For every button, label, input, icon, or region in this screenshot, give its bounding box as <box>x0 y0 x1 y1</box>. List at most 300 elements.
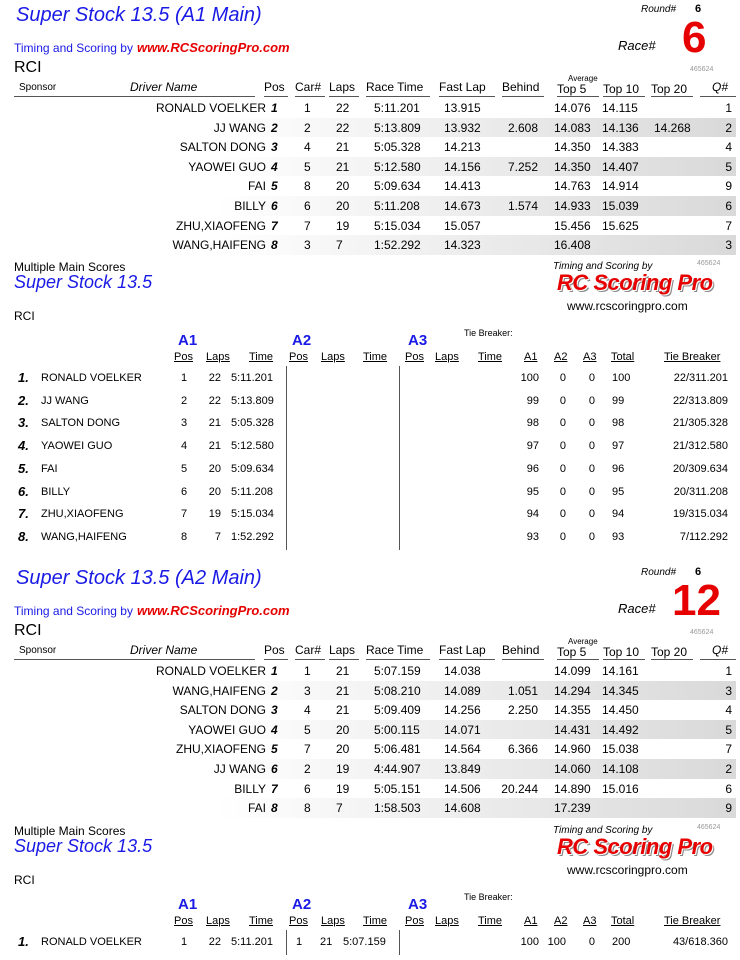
header-underline <box>557 659 599 660</box>
qualifying-number: 4 <box>725 703 732 718</box>
top5-average: 14.960 <box>554 742 591 757</box>
result-row <box>14 118 736 138</box>
result-row <box>14 720 736 740</box>
behind: 7.252 <box>507 159 538 174</box>
timing-label: Timing and Scoring by <box>14 604 133 618</box>
rank: 3. <box>18 415 29 431</box>
a1-pos: 1 <box>181 372 188 384</box>
header-underline <box>70 659 255 660</box>
qualifying-number: 6 <box>725 781 732 796</box>
a1-score: 100 <box>520 372 539 384</box>
top5-average: 14.099 <box>554 664 591 678</box>
score-row <box>14 459 736 482</box>
timing-label: Timing and Scoring by <box>14 41 133 55</box>
top10-average: 14.161 <box>602 664 639 678</box>
a1-laps: 22 <box>208 936 221 948</box>
a1-time: 5:11.208 <box>231 485 274 498</box>
race-number: 12 <box>672 576 721 625</box>
result-row <box>14 98 736 118</box>
total-score: 99 <box>612 394 625 407</box>
a1-pos: 6 <box>181 485 188 498</box>
car-number: 3 <box>304 238 311 253</box>
sub-header-total: Total <box>611 915 635 927</box>
sub-header-total: Total <box>611 351 635 363</box>
rank: 4. <box>18 438 29 454</box>
main-label-a1: A1 <box>178 332 198 349</box>
driver-name: FAI <box>247 801 266 816</box>
top5-average: 14.083 <box>554 120 591 135</box>
driver-name: JJ WANG <box>213 120 266 135</box>
qualifying-number: 1 <box>725 101 732 115</box>
a1-laps: 19 <box>208 508 221 521</box>
qualifying-number: 5 <box>725 159 732 174</box>
qualifying-number: 9 <box>725 801 732 816</box>
timing-site-link[interactable]: www.RCScoringPro.com <box>136 40 290 55</box>
a1-laps: 22 <box>208 372 221 384</box>
qualifying-number: 6 <box>725 199 732 213</box>
result-row <box>14 196 736 216</box>
a2-score: 0 <box>559 417 566 430</box>
position: 3 <box>271 703 278 718</box>
position: 1 <box>271 664 278 678</box>
result-row <box>14 779 736 799</box>
driver-name: BILLY <box>234 781 266 796</box>
position: 5 <box>271 179 278 194</box>
result-row <box>14 176 736 196</box>
top5-average: 14.763 <box>554 179 591 194</box>
a3-score: 0 <box>588 530 595 543</box>
a1-time: 5:11.201 <box>231 936 274 948</box>
fast-lap: 13.849 <box>444 762 481 776</box>
a1-pos: 3 <box>181 417 188 430</box>
car-number: 1 <box>304 101 311 115</box>
round-number: 6 <box>695 566 702 578</box>
result-row <box>14 235 736 255</box>
qualifying-number: 5 <box>725 722 732 737</box>
a3-score: 0 <box>588 462 595 475</box>
multi-main-title: Super Stock 13.5 <box>14 272 153 292</box>
fast-lap: 14.564 <box>444 742 481 757</box>
position: 4 <box>271 722 278 737</box>
a1-time: 5:09.634 <box>231 462 274 475</box>
race-time: 1:58.503 <box>374 801 421 816</box>
driver-name: RONALD VOELKER <box>155 664 266 678</box>
result-row <box>14 700 736 720</box>
race-time: 1:52.292 <box>374 238 421 253</box>
header-underline <box>439 96 495 97</box>
rank: 6. <box>18 483 29 499</box>
a2-pos: 1 <box>296 936 303 948</box>
main-label-a3: A3 <box>408 332 428 349</box>
a2-score: 0 <box>559 485 566 498</box>
race-result-section <box>0 0 740 253</box>
round-label: Round# <box>641 567 677 578</box>
top5-average: 14.350 <box>554 159 591 174</box>
sub-header-time: Time <box>249 351 274 363</box>
sub-header-time: Time <box>363 351 388 363</box>
header-underline <box>366 659 430 660</box>
race-time: 5:09.409 <box>374 703 421 718</box>
driver-name: YAOWEI GUO <box>41 440 113 453</box>
header-top20: Top 20 <box>651 82 688 96</box>
a1-pos: 5 <box>181 462 188 475</box>
laps: 7 <box>336 238 343 253</box>
a2-score: 100 <box>547 936 566 948</box>
multi-main-label: Multiple Main Scores <box>14 260 126 274</box>
a1-laps: 20 <box>208 462 221 475</box>
header-underline <box>329 659 359 660</box>
header-underline <box>700 96 736 97</box>
a2-score: 0 <box>559 372 566 384</box>
a3-score: 0 <box>588 394 595 407</box>
laps: 7 <box>336 801 343 816</box>
top5-average: 14.890 <box>554 781 591 796</box>
rcscoringpro-logo: RC Scoring Pro <box>557 834 713 859</box>
average-label: Average <box>568 637 598 646</box>
top5-average: 14.060 <box>554 762 591 776</box>
top5-average: 15.456 <box>554 218 591 233</box>
race-result-section <box>0 563 740 816</box>
sub-header-a2: A2 <box>554 351 568 363</box>
driver-name: ZHU,XIAOFENG <box>175 742 266 757</box>
header-fast-lap: Fast Lap <box>439 80 486 94</box>
top10-average: 14.492 <box>602 722 639 737</box>
header-top5: Top 5 <box>557 82 587 96</box>
position: 6 <box>271 199 278 213</box>
sub-header-a3: A3 <box>583 351 597 363</box>
header-underline <box>14 96 74 97</box>
header-underline <box>295 659 325 660</box>
laps: 19 <box>336 218 350 233</box>
a1-pos: 4 <box>181 440 188 453</box>
fast-lap: 13.915 <box>444 101 481 115</box>
driver-name: FAI <box>41 462 58 475</box>
sub-header-pos: Pos <box>289 351 308 363</box>
behind: 2.250 <box>507 703 538 718</box>
total-score: 100 <box>612 372 631 384</box>
tie-breaker: 22/311.201 <box>673 372 728 384</box>
score-row <box>14 932 736 955</box>
tie-breaker-label: Tie Breaker: <box>464 328 513 338</box>
header-underline <box>329 96 359 97</box>
car-number: 4 <box>304 140 311 155</box>
a1-score: 95 <box>526 485 539 498</box>
position: 8 <box>271 238 278 253</box>
header-underline <box>603 96 645 97</box>
top10-average: 14.407 <box>602 159 639 174</box>
race-time: 5:13.809 <box>374 120 421 135</box>
top5-average: 14.431 <box>554 722 591 737</box>
header-laps: Laps <box>329 80 356 94</box>
laps: 21 <box>336 703 350 718</box>
car-number: 4 <box>304 703 311 718</box>
fast-lap: 14.608 <box>444 801 481 816</box>
tie-breaker: 22/313.809 <box>672 394 728 407</box>
driver-name: SALTON DONG <box>179 703 266 718</box>
qualifying-number: 3 <box>725 238 732 253</box>
fast-lap: 14.673 <box>444 199 481 213</box>
logo-caption: Timing and Scoring by <box>553 261 653 272</box>
header-sponsor: Sponsor <box>19 82 57 93</box>
laps: 21 <box>336 140 350 155</box>
driver-name: RONALD VOELKER <box>41 936 142 948</box>
total-score: 93 <box>612 530 625 543</box>
race-time: 5:05.151 <box>374 781 421 796</box>
driver-name: YAOWEI GUO <box>188 722 266 737</box>
sub-header-a3: A3 <box>583 915 597 927</box>
main-label-a2: A2 <box>292 332 312 349</box>
top10-average: 14.383 <box>602 140 639 155</box>
result-row <box>14 216 736 236</box>
qualifying-number: 9 <box>725 179 732 194</box>
top5-average: 14.294 <box>554 683 591 698</box>
position: 7 <box>271 781 278 796</box>
header-underline <box>439 659 495 660</box>
result-row <box>14 798 736 818</box>
top10-average: 15.038 <box>602 742 639 757</box>
header-underline <box>366 96 430 97</box>
tie-breaker: 20/311.208 <box>673 485 728 498</box>
a2-score: 0 <box>559 508 566 521</box>
a1-score: 94 <box>526 508 539 521</box>
a1-time: 1:52.292 <box>231 530 274 543</box>
position: 1 <box>271 101 278 115</box>
header-pos: Pos <box>264 80 285 94</box>
header-underline <box>700 659 736 660</box>
result-row <box>14 661 736 681</box>
fast-lap: 14.506 <box>444 781 481 796</box>
header-underline <box>502 659 544 660</box>
header-car: Car# <box>295 80 322 94</box>
multi-main-label: Multiple Main Scores <box>14 824 126 838</box>
race-time: 4:44.907 <box>374 762 421 776</box>
top10-average: 14.108 <box>602 762 639 776</box>
a2-score: 0 <box>559 394 566 407</box>
rank: 5. <box>18 460 29 476</box>
race-time: 5:11.201 <box>374 101 420 115</box>
top10-average: 14.345 <box>602 683 639 698</box>
car-number: 7 <box>304 742 311 757</box>
logo-caption: Timing and Scoring by <box>553 825 653 836</box>
rcscoringpro-url: www.rcscoringpro.com <box>567 863 688 877</box>
laps: 21 <box>336 159 350 174</box>
position: 4 <box>271 159 278 174</box>
tie-breaker: 43/618.360 <box>672 936 728 948</box>
sub-header-laps: Laps <box>321 915 345 927</box>
club-name: RCI <box>14 622 42 639</box>
total-score: 95 <box>612 485 625 498</box>
result-row <box>14 681 736 701</box>
sub-header-laps: Laps <box>435 351 459 363</box>
car-number: 6 <box>304 781 311 796</box>
sub-header-pos: Pos <box>174 915 193 927</box>
header-top20: Top 20 <box>651 645 688 659</box>
tie-breaker: 19/315.034 <box>672 508 728 521</box>
top10-average: 14.115 <box>602 101 638 115</box>
header-fast-lap: Fast Lap <box>439 643 486 657</box>
timing-site-link[interactable]: www.RCScoringPro.com <box>136 603 290 618</box>
main-label-a3: A3 <box>408 896 428 913</box>
round-number: 6 <box>695 3 702 15</box>
tie-breaker: 21/305.328 <box>672 417 728 430</box>
top20-average: 14.268 <box>654 120 691 135</box>
driver-name: BILLY <box>41 485 71 498</box>
car-number: 2 <box>304 120 311 135</box>
fast-lap: 14.071 <box>444 722 481 737</box>
a2-score: 0 <box>559 440 566 453</box>
car-number: 5 <box>304 722 311 737</box>
a1-time: 5:15.034 <box>231 508 274 521</box>
sub-header-a2: A2 <box>554 915 568 927</box>
score-row <box>14 482 736 505</box>
header-underline <box>14 659 74 660</box>
position: 7 <box>271 218 278 233</box>
driver-name: RONALD VOELKER <box>155 101 266 115</box>
driver-name: ZHU,XIAOFENG <box>41 508 124 521</box>
fast-lap: 15.057 <box>444 218 481 233</box>
multi-main-title: Super Stock 13.5 <box>14 836 153 856</box>
rcscoringpro-url: www.rcscoringpro.com <box>567 299 688 313</box>
header-race-time: Race Time <box>366 643 424 657</box>
sub-header-tie-breaker: Tie Breaker <box>664 915 721 927</box>
sub-header-laps: Laps <box>435 915 459 927</box>
laps: 20 <box>336 199 350 213</box>
rank: 8. <box>18 528 29 544</box>
qualifying-number: 7 <box>725 218 732 233</box>
race-time: 5:06.481 <box>374 742 421 757</box>
laps: 22 <box>336 101 350 115</box>
header-sponsor: Sponsor <box>19 645 57 656</box>
tie-breaker-label: Tie Breaker: <box>464 892 513 902</box>
event-id: 465624 <box>697 824 721 831</box>
main-label-a2: A2 <box>292 896 312 913</box>
rank: 2. <box>18 392 29 408</box>
top10-average: 14.136 <box>602 120 639 135</box>
result-row <box>14 157 736 177</box>
tie-breaker: 7/112.292 <box>679 530 728 543</box>
score-row <box>14 413 736 436</box>
top5-average: 14.076 <box>554 101 591 115</box>
tie-breaker: 20/309.634 <box>672 462 728 475</box>
laps: 20 <box>336 179 350 194</box>
qualifying-number: 2 <box>725 120 732 135</box>
fast-lap: 14.038 <box>444 664 481 678</box>
laps: 22 <box>336 120 350 135</box>
a1-time: 5:11.201 <box>231 372 274 384</box>
a2-score: 0 <box>559 462 566 475</box>
race-title: Super Stock 13.5 (A1 Main) <box>16 4 262 26</box>
sub-header-pos: Pos <box>405 915 424 927</box>
fast-lap: 14.213 <box>444 140 481 155</box>
a1-score: 93 <box>526 530 539 543</box>
qualifying-number: 7 <box>725 742 732 757</box>
race-time: 5:05.328 <box>374 140 421 155</box>
top10-average: 14.450 <box>602 703 639 718</box>
header-underline <box>264 659 288 660</box>
top10-average: 15.625 <box>602 218 639 233</box>
car-number: 5 <box>304 159 311 174</box>
club-name: RCI <box>14 873 35 887</box>
race-time: 5:15.034 <box>374 218 421 233</box>
header-underline <box>603 659 645 660</box>
car-number: 6 <box>304 199 311 213</box>
header-top10: Top 10 <box>603 645 640 659</box>
driver-name: WANG,HAIFENG <box>172 238 266 253</box>
header-behind: Behind <box>502 643 540 657</box>
sub-header-laps: Laps <box>321 351 345 363</box>
score-row <box>14 368 736 391</box>
rank: 7. <box>18 506 29 522</box>
car-number: 8 <box>304 801 311 816</box>
header-underline <box>264 96 288 97</box>
race-time: 5:09.634 <box>374 179 421 194</box>
behind: 1.574 <box>507 199 538 213</box>
race-time: 5:00.115 <box>374 722 420 737</box>
sub-header-laps: Laps <box>206 351 230 363</box>
main-label-a1: A1 <box>178 896 198 913</box>
header-q: Q# <box>712 643 729 657</box>
total-score: 98 <box>612 417 625 430</box>
a1-laps: 20 <box>208 485 221 498</box>
total-score: 200 <box>612 936 631 948</box>
top10-average: 15.039 <box>602 199 639 213</box>
header-pos: Pos <box>264 643 285 657</box>
score-row <box>14 436 736 459</box>
driver-name: JJ WANG <box>213 762 266 776</box>
club-name: RCI <box>14 309 35 323</box>
behind: 2.608 <box>507 120 538 135</box>
a1-pos: 8 <box>181 530 188 543</box>
driver-name: ZHU,XIAOFENG <box>175 218 266 233</box>
round-label: Round# <box>641 4 677 15</box>
a1-score: 96 <box>526 462 539 475</box>
laps: 21 <box>336 683 350 698</box>
driver-name: WANG,HAIFENG <box>41 530 127 543</box>
rank: 1. <box>18 370 29 385</box>
qualifying-number: 3 <box>725 683 732 698</box>
a1-time: 5:12.580 <box>231 440 274 453</box>
sub-header-a1: A1 <box>524 915 538 927</box>
car-number: 8 <box>304 179 311 194</box>
sub-header-pos: Pos <box>405 351 424 363</box>
header-top5: Top 5 <box>557 645 587 659</box>
sub-header-laps: Laps <box>206 915 230 927</box>
behind: 6.366 <box>507 742 538 757</box>
a3-score: 0 <box>588 485 595 498</box>
laps: 20 <box>336 742 350 757</box>
tie-breaker: 21/312.580 <box>672 440 728 453</box>
fast-lap: 14.413 <box>444 179 481 194</box>
score-row <box>14 504 736 527</box>
top10-average: 14.914 <box>602 179 639 194</box>
rank: 1. <box>18 934 29 949</box>
race-label: Race# <box>618 601 656 616</box>
car-number: 3 <box>304 683 311 698</box>
a1-pos: 7 <box>181 508 188 521</box>
top5-average: 14.350 <box>554 140 591 155</box>
qualifying-number: 2 <box>725 762 732 776</box>
header-underline <box>557 96 599 97</box>
a3-score: 0 <box>588 936 595 948</box>
header-behind: Behind <box>502 80 540 94</box>
sub-header-pos: Pos <box>289 915 308 927</box>
laps: 21 <box>336 664 350 678</box>
a1-pos: 1 <box>181 936 188 948</box>
car-number: 1 <box>304 664 311 678</box>
fast-lap: 14.156 <box>444 159 481 174</box>
a2-laps: 21 <box>320 936 333 948</box>
a1-score: 99 <box>526 394 539 407</box>
